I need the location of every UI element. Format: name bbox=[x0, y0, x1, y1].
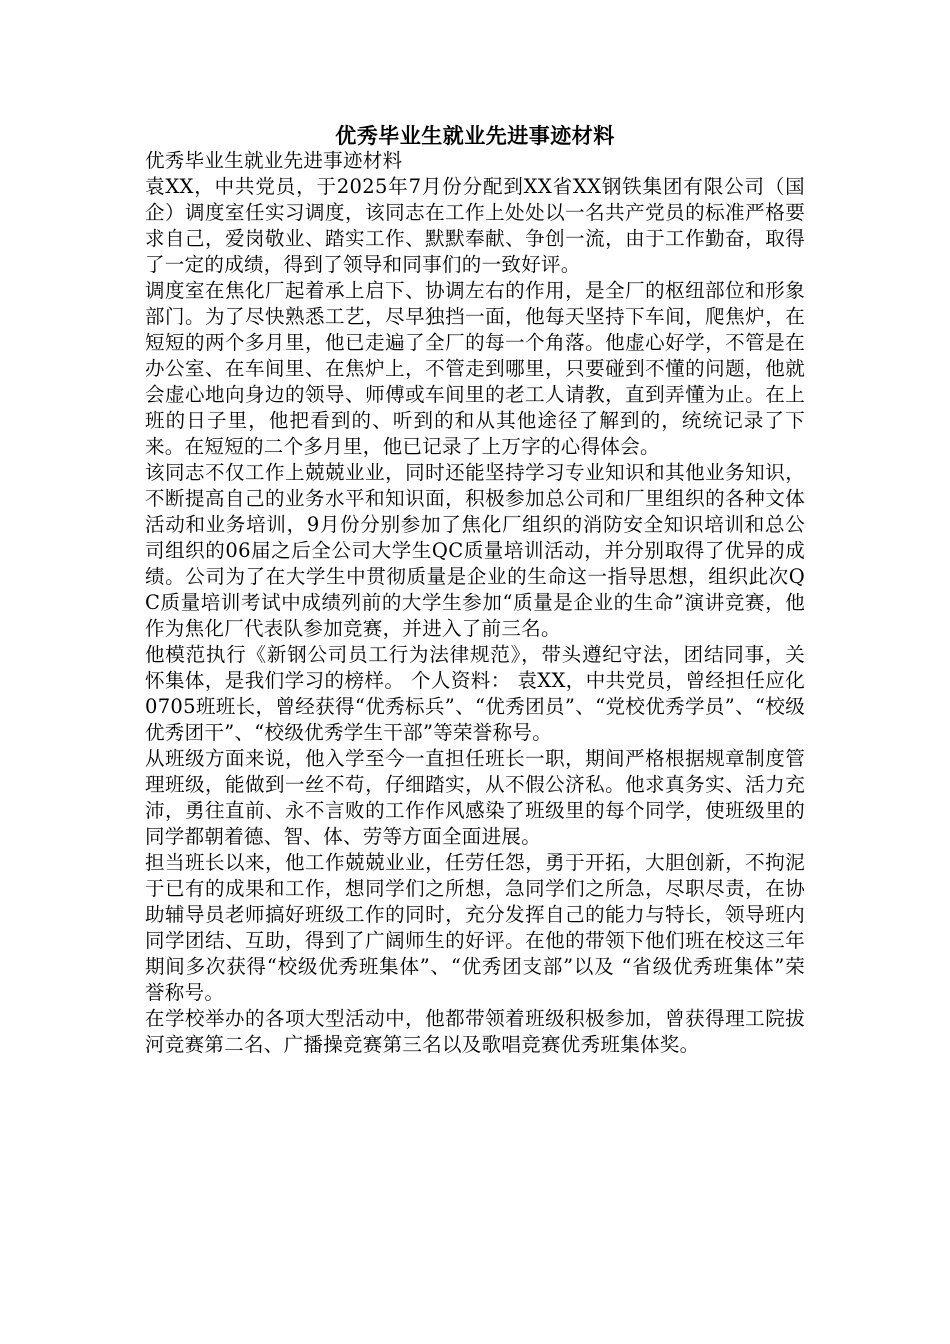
paragraph-monitor-achievements: 担当班长以来，他工作兢兢业业，任劳任怨，勇于开拓，大胆创新，不拘泥于已有的成果和工作，想同学们之所想，急同学们之所急，尽职尽责，在协助辅导员老师搞好班级工作的同时，充分发挥自己的能力与特长，领导班内同学团结、互助，得到了广阔师生的好评。在他的带领下他们班在校这三年期间多次获得“校级优秀班集体”、“优秀团支部”以及 “省级优秀班集体”荣誉称号。 bbox=[145, 851, 806, 1004]
paragraph-dispatch-room: 调度室在焦化厂起着承上启下、协调左右的作用，是全厂的枢纽部位和形象部门。为了尽快熟悉工艺，尽早独挡一面，他每天坚持下车间，爬焦炉，在短短的两个多月里，他已走遍了全厂的每一个角落。他虚心好学，不管是在办公室、在车间里、在焦炉上，不管走到哪里，只要碰到不懂的问题，他就会虚心地向身边的领导、师傅或车间里的老工人请教，直到弄懂为止。在上班的日子里，他把看到的、听到的和从其他途径了解到的，统统记录了下来。在短短的二个多月里，他已记录了上万字的心得体会。 bbox=[145, 279, 805, 458]
paragraph-study-training: 该同志不仅工作上兢兢业业，同时还能坚持学习专业知识和其他业务知识，不断提高自己的业务水平和知识面，积极参加总公司和厂里组织的各种文体活动和业务培训，9月份分别参加了焦化厂组织的消防安全知识培训和总公司组织的06届之后全公司大学生QC质量培训活动，并分别取得了优异的成绩。公司为了在大学生中贯彻质量是企业的生命这一指导思想，组织此次QC质量培训考试中成绩列前的大学生参加“质量是企业的生命”演讲竞赛，他作为焦化厂代表队参加竞赛，并进入了前三名。 bbox=[145, 461, 805, 640]
paragraph-subtitle: 优秀毕业生就业先进事迹材料 bbox=[145, 149, 403, 172]
paragraph-introduction: 袁XX，中共党员，于2025年7月份分配到XX省XX钢铁集团有限公司（国企）调度室任实习调度，该同志在工作上处处以一名共产党员的标准严格要求自己，爱岗敬业、踏实工作、默默奉献、争创一流，由于工作勤奋，取得了一定的成绩，得到了领导和同事们的一致好评。 bbox=[145, 175, 805, 276]
paragraph-class-management: 从班级方面来说，他入学至今一直担任班长一职，期间严格根据规章制度管理班级，能做到一丝不苟，仔细踏实，从不假公济私。他求真务实、活力充沛，勇往直前、永不言败的工作作风感染了班级里的每个同学，使班级里的同学都朝着德、智、体、劳等方面全面进展。 bbox=[145, 747, 805, 848]
document-title: 优秀毕业生就业先进事迹材料 bbox=[335, 123, 615, 148]
paragraph-school-activities: 在学校举办的各项大型活动中，他都带领着班级积极参加，曾获得理工院拔河竞赛第二名、广播操竞赛第三名以及歌唱竞赛优秀班集体奖。 bbox=[145, 1007, 805, 1056]
paragraph-personal-profile: 他模范执行《新钢公司员工行为法律规范》，带头遵纪守法，团结同事，关怀集体，是我们学习的榜样。 个人资料： 袁XX，中共党员，曾经担任应化0705班班长，曾经获得“优秀标兵”、“优秀团员”、“党校优秀学员”、“校级优秀团干”、“校级优秀学生干部”等荣誉称号。 bbox=[145, 643, 805, 744]
document-body bbox=[145, 148, 805, 1058]
